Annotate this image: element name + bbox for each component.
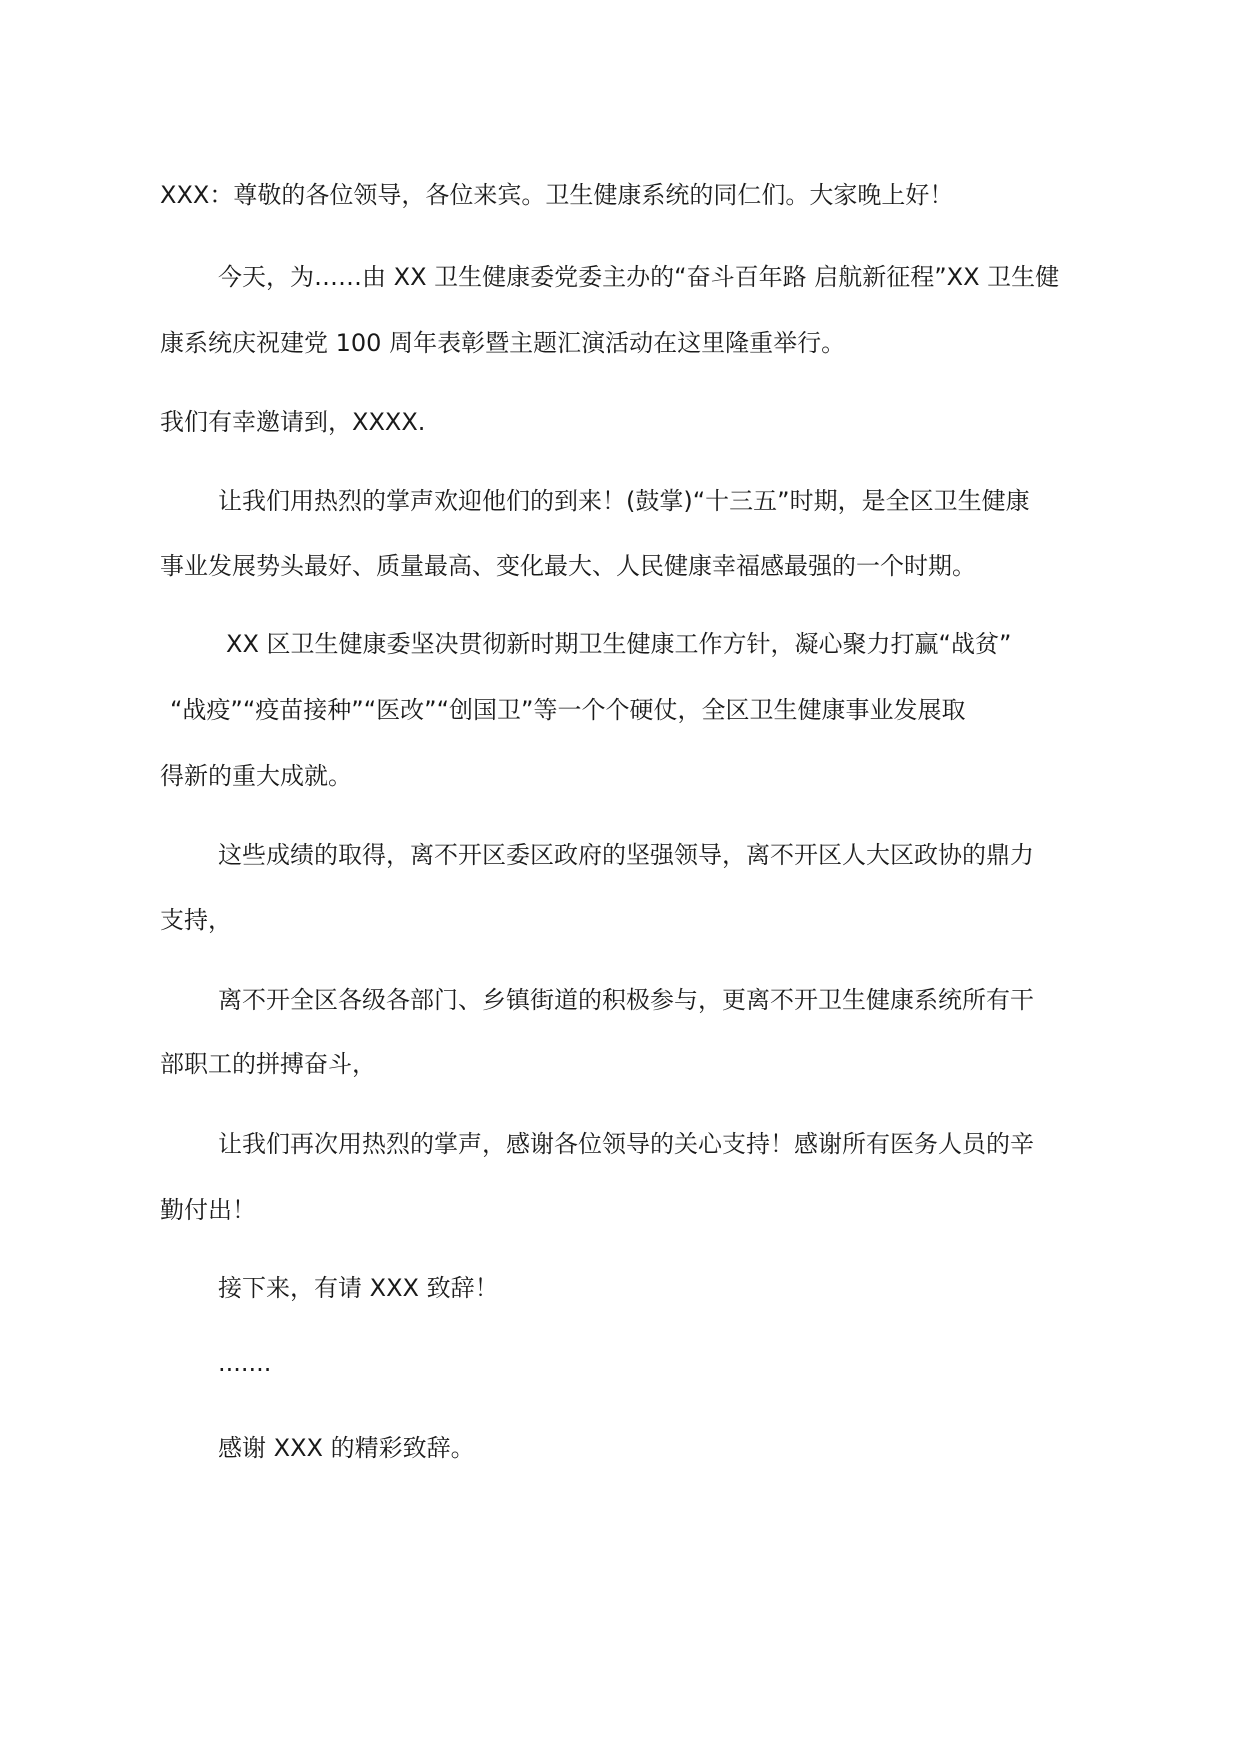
paragraph-5-line-1: 这些成绩的取得，离不开区委区政府的坚强领导，离不开区人大区政协的鼎力 bbox=[218, 841, 1034, 869]
ellipsis-line: ....... bbox=[218, 1349, 272, 1377]
paragraph-8-line-1: 接下来，有请 XXX 致辞！ bbox=[218, 1274, 499, 1302]
paragraph-7-line-2: 勤付出！ bbox=[160, 1196, 256, 1224]
paragraph-6-line-2: 部职工的拼搏奋斗， bbox=[160, 1050, 376, 1078]
paragraph-4-line-3: 得新的重大成就。 bbox=[160, 762, 352, 790]
closing-line: 感谢 XXX 的精彩致辞。 bbox=[218, 1434, 475, 1462]
paragraph-7-line-1: 让我们再次用热烈的掌声，感谢各位领导的关心支持！感谢所有医务人员的辛 bbox=[218, 1130, 1034, 1158]
paragraph-4-line-2: “战疫”“疫苗接种”“医改”“创国卫”等一个个硬仗，全区卫生健康事业发展取 bbox=[170, 696, 966, 724]
greeting-line: XXX：尊敬的各位领导，各位来宾。卫生健康系统的同仁们。大家晚上好！ bbox=[160, 181, 954, 209]
paragraph-1-line-1: 今天，为……由 XX 卫生健康委党委主办的“奋斗百年路 启航新征程”XX 卫生健 bbox=[218, 263, 1060, 291]
paragraph-1-line-2: 康系统庆祝建党 100 周年表彰暨主题汇演活动在这里隆重举行。 bbox=[160, 329, 846, 357]
paragraph-2-line-1: 我们有幸邀请到，XXXX. bbox=[160, 408, 426, 436]
paragraph-5-line-2: 支持， bbox=[160, 906, 232, 934]
paragraph-3-line-1: 让我们用热烈的掌声欢迎他们的到来！(鼓掌)“十三五”时期，是全区卫生健康 bbox=[218, 487, 1030, 515]
paragraph-4-line-1: XX 区卫生健康委坚决贯彻新时期卫生健康工作方针，凝心聚力打赢“战贫” bbox=[226, 630, 1012, 658]
paragraph-3-line-2: 事业发展势头最好、质量最高、变化最大、人民健康幸福感最强的一个时期。 bbox=[160, 552, 976, 580]
paragraph-6-line-1: 离不开全区各级各部门、乡镇街道的积极参与，更离不开卫生健康系统所有干 bbox=[218, 986, 1034, 1014]
